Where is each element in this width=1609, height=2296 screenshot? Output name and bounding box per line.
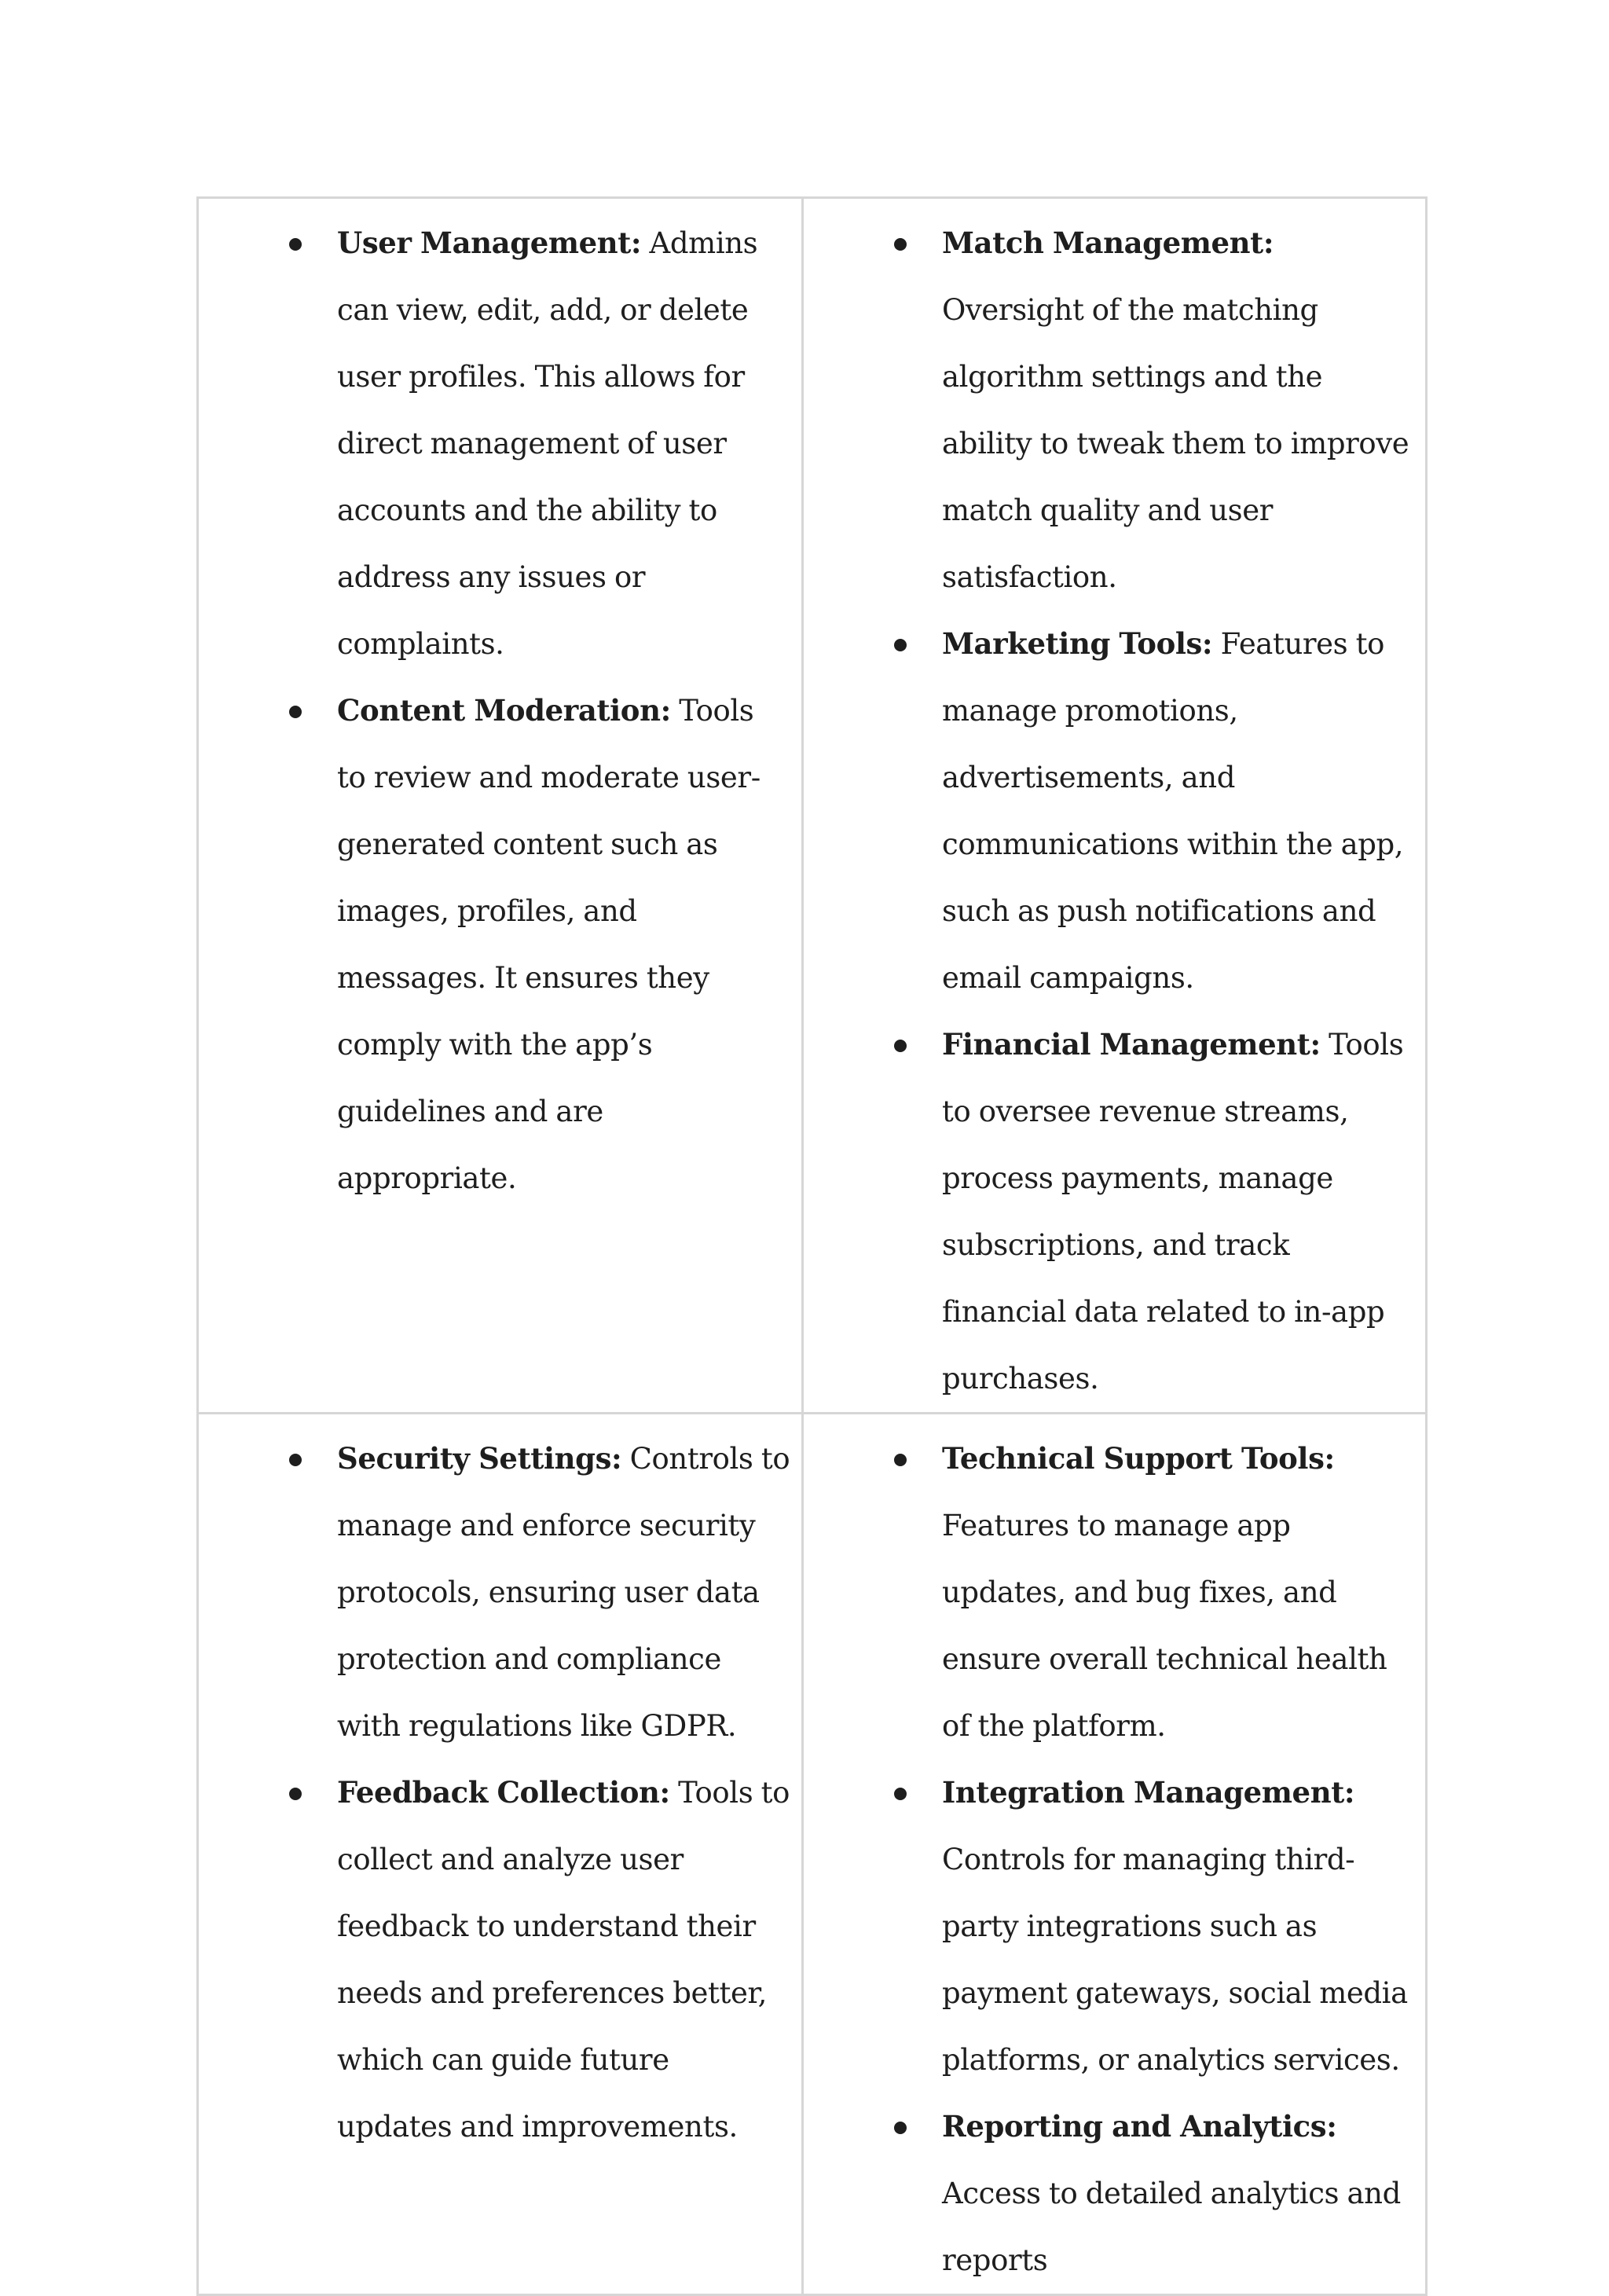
bullet-icon <box>894 1040 907 1052</box>
bullet-list <box>199 210 801 1212</box>
list-item <box>804 1759 1425 2093</box>
bullet-icon <box>894 238 907 251</box>
table-row <box>198 1414 1427 2295</box>
bullet-list <box>804 1425 1425 2294</box>
table-row <box>198 198 1427 1414</box>
item-term: Marketing Tools: <box>942 626 1213 661</box>
item-text: Controls to manage and enforce security protocols, ensuring user data protection and compliance with regulations like GDPR. <box>337 1442 790 1743</box>
bullet-icon <box>894 2122 907 2134</box>
bullet-icon <box>894 639 907 651</box>
item-text: Tools to oversee revenue streams, process payments, manage subscriptions, and track financial data related to in-app purchases. <box>942 1028 1404 1396</box>
item-term: Financial Management: <box>942 1027 1321 1062</box>
item-text: Features to manage app updates, and bug fixes, and ensure overall technical health of the platform. <box>942 1509 1387 1743</box>
bullet-icon <box>289 1788 302 1800</box>
list-item <box>804 210 1425 611</box>
bullet-icon <box>289 238 302 251</box>
item-term: Content Moderation: <box>337 693 671 728</box>
item-term: Integration Management: <box>942 1775 1355 1810</box>
bullet-icon <box>894 1788 907 1800</box>
list-item <box>199 1425 801 1759</box>
item-text: Features to manage promotions, advertisements, and communications within the app, such as push notifications and email campaigns. <box>942 627 1404 995</box>
list-item <box>199 1759 801 2160</box>
table-cell-bottom-left <box>198 1414 803 2295</box>
item-text: Tools to collect and analyze user feedback to understand their needs and preferences better, which can guide future updates and improvements. <box>337 1776 790 2144</box>
item-term: Reporting and Analytics: <box>942 2109 1337 2144</box>
item-term: User Management: <box>337 226 642 260</box>
item-text: Oversight of the matching algorithm settings and the ability to tweak them to improve match quality and user satisfaction. <box>942 293 1409 594</box>
bullet-icon <box>289 1454 302 1466</box>
list-item <box>804 2093 1425 2294</box>
item-text: Tools to review and moderate user-generated content such as images, profiles, and messages. It ensures they comply with the app’s guidelines and are appropriate. <box>337 694 761 1195</box>
bullet-list <box>804 210 1425 1412</box>
list-item <box>199 677 801 1212</box>
list-item <box>804 1011 1425 1412</box>
bullet-list <box>199 1425 801 2160</box>
features-table <box>196 196 1428 2296</box>
item-term: Feedback Collection: <box>337 1775 670 1810</box>
table-cell-bottom-right <box>803 1414 1427 2295</box>
item-text: Controls for managing third-party integrations such as payment gateways, social media platforms, or analytics services. <box>942 1843 1408 2077</box>
item-term: Match Management: <box>942 226 1274 260</box>
item-text: Admins can view, edit, add, or delete user profiles. This allows for direct management of user accounts and the ability to address any issues or complaints. <box>337 226 758 661</box>
list-item <box>199 210 801 677</box>
list-item <box>804 611 1425 1011</box>
bullet-icon <box>894 1454 907 1466</box>
list-item <box>804 1425 1425 1759</box>
item-term: Security Settings: <box>337 1441 622 1476</box>
item-term: Technical Support Tools: <box>942 1441 1335 1476</box>
table-cell-top-left <box>198 198 803 1414</box>
item-text: Access to detailed analytics and reports <box>942 2177 1401 2277</box>
bullet-icon <box>289 706 302 718</box>
table-cell-top-right <box>803 198 1427 1414</box>
